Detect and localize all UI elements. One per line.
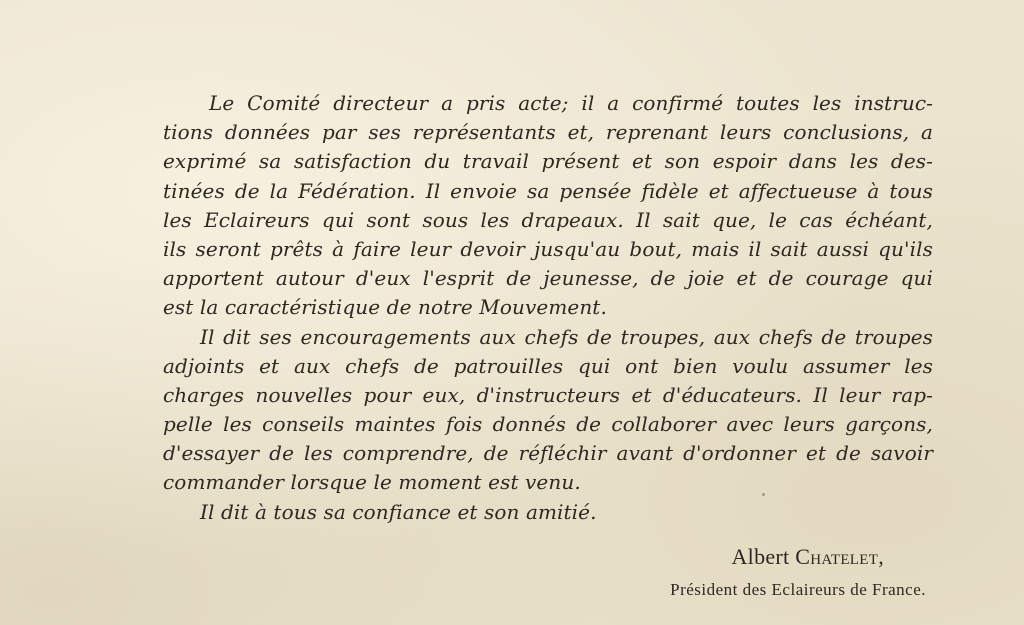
paragraph-1 (163, 89, 933, 323)
text-line: commander lorsque le moment est venu. (163, 470, 581, 495)
signatory-title: Président des Eclaireurs de France. (670, 580, 926, 599)
text-line: les Eclaireurs qui sont sous les drapeaux. Il sait que, le cas échéant, (163, 207, 933, 232)
text-line: pelle les conseils maintes fois donnés de collaborer avec leurs garçons, (163, 412, 933, 437)
paragraph-2 (163, 323, 933, 498)
text-line: est la caractéristique de notre Mouvement. (163, 295, 607, 320)
signature-comma: , (878, 544, 884, 569)
text-line: Le Comité directeur a pris acte; il a confirmé toutes les instruc- (209, 91, 933, 115)
signature-last-name: Chatelet (795, 544, 879, 569)
text-line: charges nouvelles pour eux, d'instructeurs et d'éducateurs. Il leur rap- (163, 382, 933, 407)
text-line: d'essayer de les comprendre, de réfléchir avant d'ordonner et de savoir (163, 441, 933, 466)
paper-speck (762, 493, 765, 496)
letter-body (163, 89, 933, 527)
signature-first-name: Albert (731, 544, 790, 569)
text-line: tions données par ses représentants et, reprenant leurs conclusions, a (163, 120, 933, 145)
signature-name (731, 544, 884, 570)
text-line: adjoints et aux chefs de patrouilles qui ont bien voulu assumer les (163, 353, 933, 378)
text-line: exprimé sa satisfaction du travail présent et son espoir dans les des- (163, 149, 933, 174)
paragraph-3 (163, 498, 933, 527)
text-line: apportent autour d'eux l'esprit de jeunesse, de joie et de courage qui (163, 266, 933, 291)
text-line: Il dit ses encouragements aux chefs de troupes, aux chefs de troupes (200, 324, 933, 349)
text-line: tinées de la Fédération. Il envoie sa pensée fidèle et affectueuse à tous (163, 178, 933, 203)
text-line: ils seront prêts à faire leur devoir jusqu'au bout, mais il sait aussi qu'ils (163, 236, 933, 261)
text-line: Il dit à tous sa confiance et son amitié. (200, 499, 597, 524)
